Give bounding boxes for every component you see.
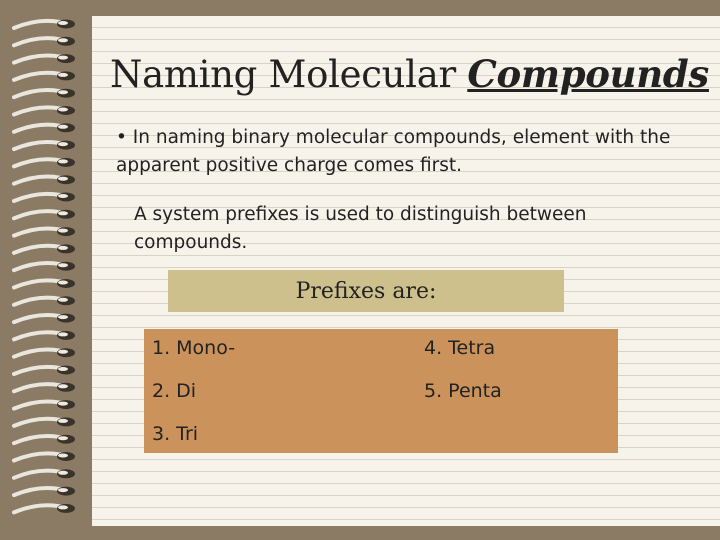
binding-ring — [14, 71, 75, 80]
binding-ring — [14, 244, 75, 253]
binding-ring — [14, 435, 75, 444]
binding-ring — [14, 314, 75, 323]
prefix-list — [144, 329, 618, 453]
binding-ring — [14, 106, 75, 115]
binding-ring — [14, 227, 75, 236]
slide-title — [110, 52, 709, 96]
binding-ring — [14, 469, 75, 478]
binding-ring — [14, 279, 75, 288]
binding-ring — [14, 504, 75, 513]
spiral-binding-icon — [0, 0, 100, 540]
binding-ring — [14, 37, 75, 46]
binding-ring — [14, 210, 75, 219]
binding-ring — [14, 123, 75, 132]
binding-ring — [14, 175, 75, 184]
binding-ring — [14, 89, 75, 98]
binding-ring — [14, 417, 75, 426]
binding-ring — [14, 296, 75, 305]
prefix-item-mono: 1. Mono- — [152, 337, 236, 359]
title-text: Naming Molecular — [110, 53, 468, 96]
prefix-item-tetra: 4. Tetra — [424, 337, 496, 359]
prefix-header-label: Prefixes are: — [295, 278, 437, 304]
binding-ring — [14, 54, 75, 63]
binding-ring — [14, 366, 75, 375]
prefix-item-di: 2. Di — [152, 380, 197, 402]
binding-ring — [14, 400, 75, 409]
prefix-item-penta: 5. Penta — [424, 380, 502, 402]
prefix-header — [168, 270, 564, 312]
binding-ring — [14, 193, 75, 202]
binding-ring — [14, 262, 75, 271]
binding-ring — [14, 158, 75, 167]
bullet-point: • In naming binary molecular compounds, element with the apparent positive charge comes first. — [116, 127, 671, 176]
binding-ring — [14, 331, 75, 340]
title-emphasis: Compounds — [467, 52, 709, 96]
binding-ring — [14, 487, 75, 496]
binding-ring — [14, 20, 75, 29]
binding-ring — [14, 141, 75, 150]
binding-ring — [14, 383, 75, 392]
binding-ring — [14, 452, 75, 461]
binding-ring — [14, 348, 75, 357]
sub-paragraph: A system prefixes is used to distinguish between compounds. — [134, 204, 587, 253]
prefix-item-tri: 3. Tri — [152, 423, 199, 445]
